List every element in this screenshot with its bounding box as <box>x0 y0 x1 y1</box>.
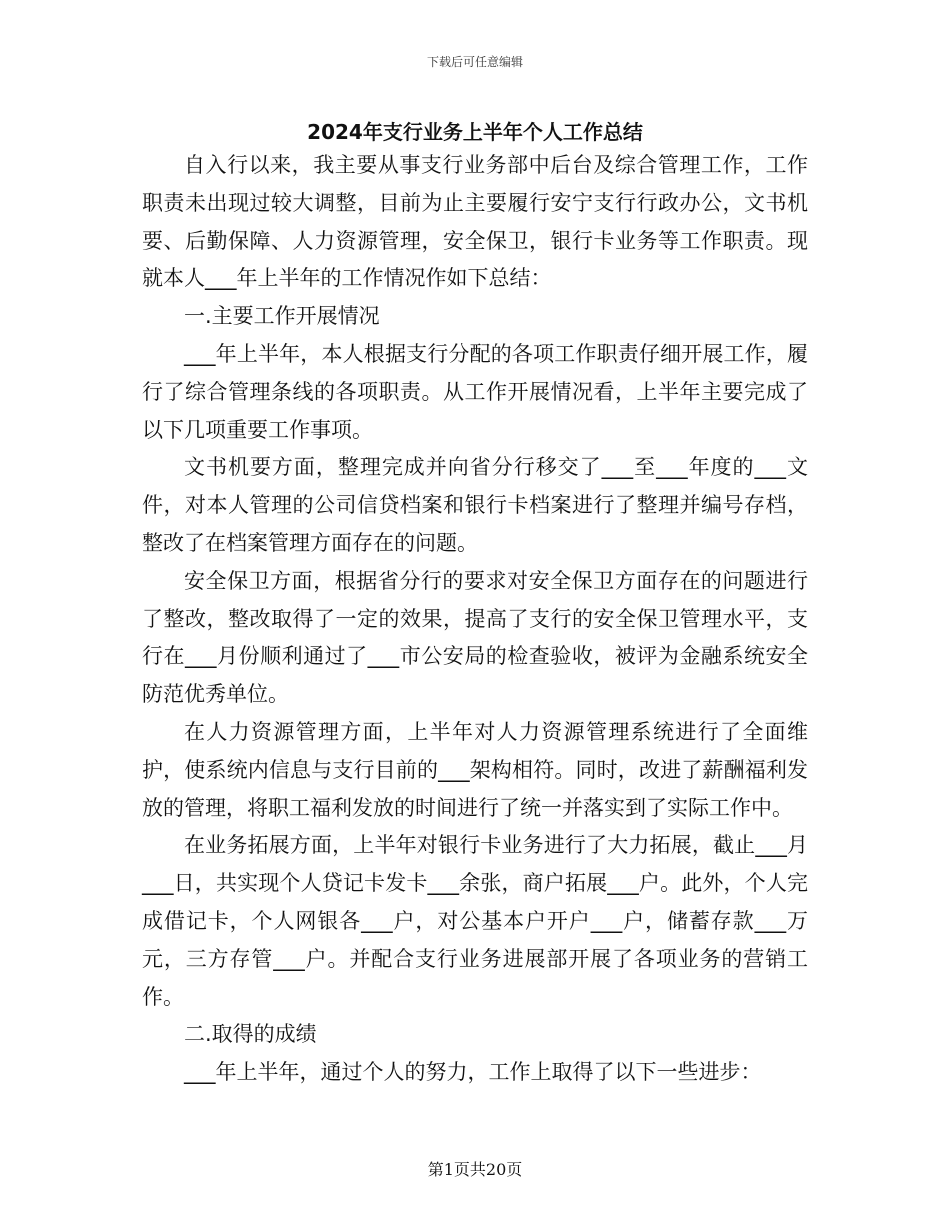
paragraph-business: 在业务拓展方面，上半年对银行卡业务进行了大力拓展，截止___月___日，共实现个人贷记卡发卡___余张，商户拓展___户。此外，个人完成借记卡，个人网银各___户，对公基本户开户___户，储蓄存款___万元，三方存管___户。并配合支行业务进展部开展了各项业务的营销工作。 <box>142 833 808 1009</box>
paragraph-hr: 在人力资源管理方面，上半年对人力资源管理系统进行了全面维护，使系统内信息与支行目前的___架构相符。同时，改进了薪酬福利发放的管理，将职工福利发放的时间进行了统一并落实到了实际工作中。 <box>142 719 808 820</box>
paragraph-documents: 文书机要方面，整理完成并向省分行移交了___至___年度的___文件，对本人管理的公司信贷档案和银行卡档案进行了整理并编号存档，整改了在档案管理方面存在的问题。 <box>142 455 808 555</box>
section-heading-1: 一.主要工作开展情况 <box>184 304 380 329</box>
paragraph-intro: 自入行以来，我主要从事支行业务部中后台及综合管理工作，工作职责未出现过较大调整，目前为止主要履行安宁支行行政办公，文书机要、后勤保障、人力资源管理，安全保卫，银行卡业务等工作职责。现就本人___年上半年的工作情况作如下总结： <box>142 153 808 291</box>
paragraph-overview: ___年上半年，本人根据支行分配的各项工作职责仔细开展工作，履行了综合管理条线的各项职责。从工作开展情况看，上半年主要完成了以下几项重要工作事项。 <box>142 341 808 442</box>
paragraph-security: 安全保卫方面，根据省分行的要求对安全保卫方面存在的问题进行了整改，整改取得了一定的效果，提高了支行的安全保卫管理水平，支行在___月份顺利通过了___市公安局的检查验收，被评为金融系统安全防范优秀单位。 <box>142 568 808 707</box>
document-title: 2024年支行业务上半年个人工作总结 <box>307 120 643 144</box>
page-number: 第1页共20页 <box>427 1160 523 1179</box>
document-body <box>142 147 808 1092</box>
page-header: 下载后可任意编辑 <box>426 55 523 69</box>
section-heading-2: 二.取得的成绩 <box>184 1022 317 1047</box>
paragraph-achievements: ___年上半年，通过个人的努力，工作上取得了以下一些进步： <box>184 1060 762 1085</box>
